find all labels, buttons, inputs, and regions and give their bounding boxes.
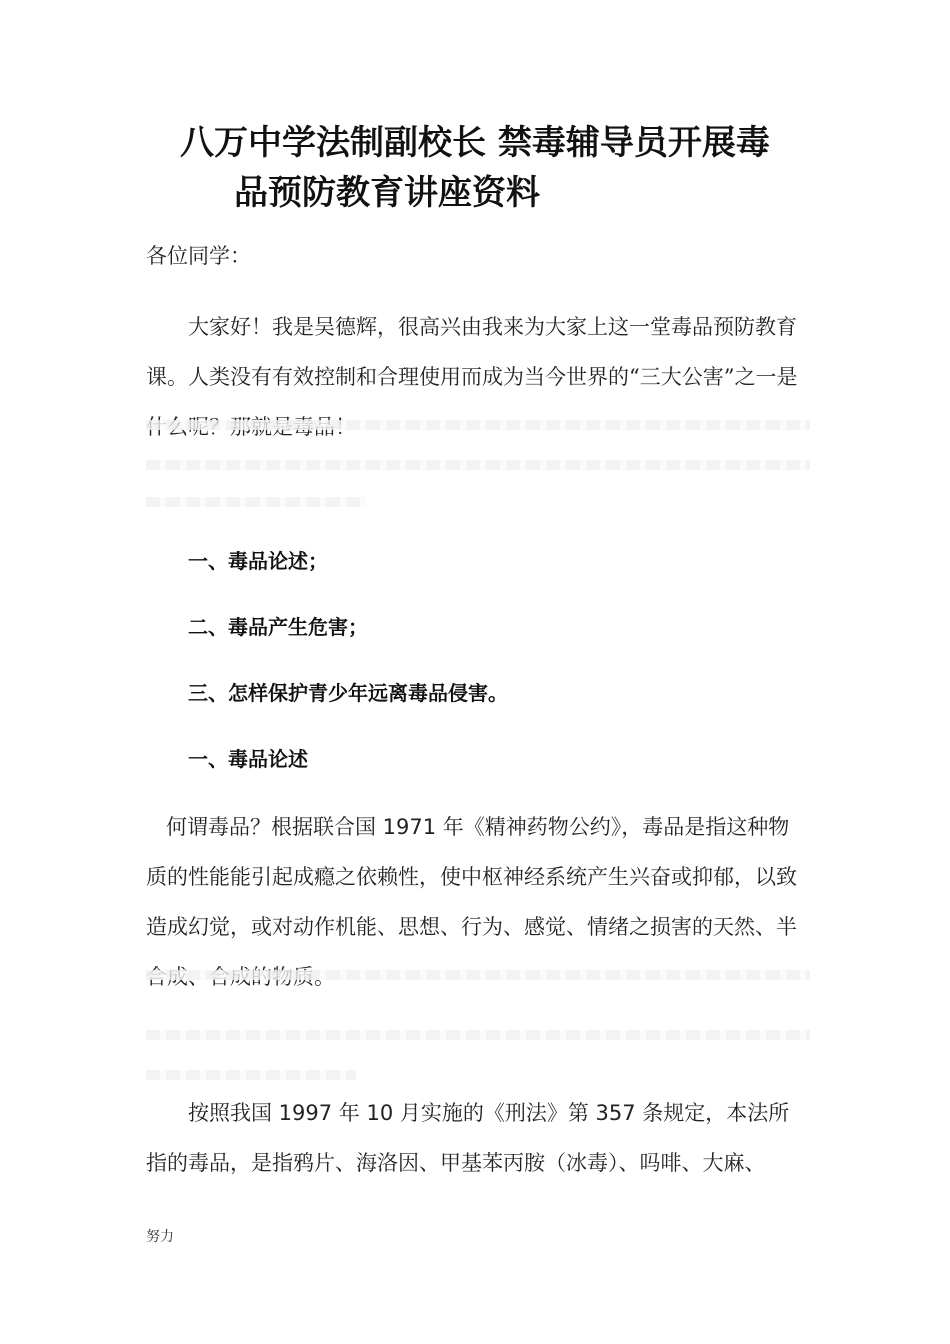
- title-line-2: 品预防教育讲座资料: [234, 173, 540, 213]
- faint-watermark-text: [146, 1070, 356, 1080]
- faint-watermark-text: [146, 1030, 810, 1040]
- intro-paragraph: 大家好！我是吴德辉，很高兴由我来为大家上这一堂毒品预防教育课。人类没有有效控制和合理使用而成为当今世界的“三大公害”之一是: [146, 315, 798, 389]
- page-footer: 努力: [146, 1229, 174, 1245]
- section-heading: 一、毒品论述: [188, 747, 308, 771]
- greeting: 各位同学：: [146, 244, 251, 268]
- definition-paragraph: 何谓毒品？根据联合国 1971 年《精神药物公约》，毒品是指这种物质的性能能引起成瘾之依赖性，使中枢神经系统产生兴奋或抑郁，以致造成幻觉，或对动作机能、思想、行为、感觉、情绪之损害的天然、半: [146, 815, 797, 939]
- faint-watermark-text: [146, 420, 810, 430]
- outline-item-1: 一、毒品论述；: [188, 549, 328, 573]
- title-line-1: 八万中学法制副校长 禁毒辅导员开展毒: [180, 123, 770, 163]
- document-title: [180, 118, 820, 218]
- law-paragraph: 按照我国 1997 年 10 月实施的《刑法》第 357 条规定，本法所指的毒品，是指鸦片、海洛因、甲基苯丙胺（冰毒）、吗啡、大麻、: [146, 1101, 790, 1175]
- faint-watermark-text: [146, 497, 366, 507]
- faint-watermark-text: [146, 970, 810, 980]
- outline-item-3: 三、怎样保护青少年远离毒品侵害。: [188, 681, 508, 705]
- outline-item-2: 二、毒品产生危害；: [188, 615, 368, 639]
- faint-watermark-text: [146, 460, 810, 470]
